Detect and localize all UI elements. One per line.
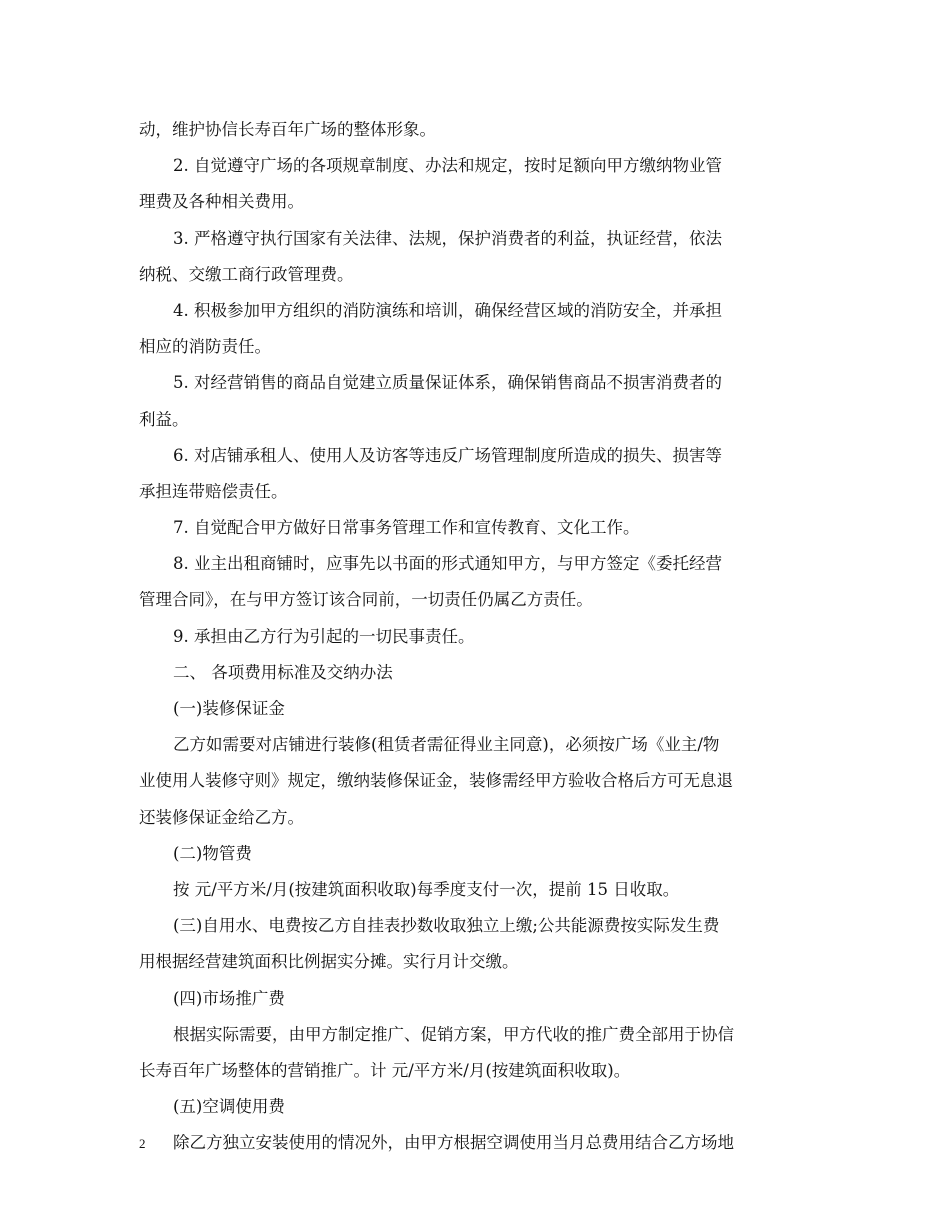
text-line: 3. 严格遵守执行国家有关法律、法规，保护消费者的利益，执证经营，依法 bbox=[173, 228, 722, 248]
text-line: 按 元/平方米/月(按建筑面积收取)每季度支付一次，提前 15 日收取。 bbox=[173, 879, 680, 899]
text-line: 乙方如需要对店铺进行装修(租赁者需征得业主同意)，必须按广场《业主/物 bbox=[173, 735, 720, 755]
text-line: 9. 承担由乙方行为引起的一切民事责任。 bbox=[173, 626, 475, 646]
text-line: 二、 各项费用标准及交纳办法 bbox=[173, 662, 393, 682]
text-line: 7. 自觉配合甲方做好日常事务管理工作和宣传教育、文化工作。 bbox=[173, 518, 640, 538]
text-line: 理费及各种相关费用。 bbox=[139, 192, 304, 212]
text-line: 业使用人装修守则》规定，缴纳装修保证金，装修需经甲方验收合格后方可无息退 bbox=[139, 771, 733, 791]
text-line: 动，维护协信长寿百年广场的整体形象。 bbox=[139, 120, 436, 139]
text-line: (二)物管费 bbox=[173, 843, 252, 863]
text-line: 管理合同》，在与甲方签订该合同前，一切责任仍属乙方责任。 bbox=[139, 590, 593, 610]
text-line: 6. 对店铺承租人、使用人及访客等违反广场管理制度所造成的损失、损害等 bbox=[173, 445, 722, 465]
page-number: 2 bbox=[139, 1136, 146, 1151]
text-line: 根据实际需要，由甲方制定推广、促销方案，甲方代收的推广费全部用于协信 bbox=[173, 1024, 734, 1044]
text-line: 4. 积极参加甲方组织的消防演练和培训，确保经营区域的消防安全，并承担 bbox=[173, 300, 722, 320]
text-line: (三)自用水、电费按乙方自挂表抄数收取独立上缴;公共能源费按实际发生费 bbox=[173, 916, 720, 936]
text-line: 利益。 bbox=[139, 409, 189, 429]
text-line: (一)装修保证金 bbox=[173, 699, 285, 718]
text-line: 承担连带赔偿责任。 bbox=[139, 481, 288, 501]
text-line: 用根据经营建筑面积比例据实分摊。实行月计交缴。 bbox=[139, 952, 519, 972]
document-body bbox=[139, 112, 811, 1161]
text-line: 纳税、交缴工商行政管理费。 bbox=[139, 264, 354, 284]
text-line: 除乙方独立安装使用的情况外，由甲方根据空调使用当月总费用结合乙方场地 bbox=[173, 1133, 734, 1153]
text-line: 8. 业主出租商铺时，应事先以书面的形式通知甲方，与甲方签定《委托经营 bbox=[173, 554, 722, 574]
text-line: 长寿百年广场整体的营销推广。计 元/平方米/月(按建筑面积收取)。 bbox=[139, 1060, 631, 1080]
text-line: 5. 对经营销售的商品自觉建立质量保证体系，确保销售商品不损害消费者的 bbox=[173, 373, 722, 393]
text-line: 相应的消防责任。 bbox=[139, 337, 271, 357]
text-line: 2. 自觉遵守广场的各项规章制度、办法和规定，按时足额向甲方缴纳物业管 bbox=[173, 156, 722, 176]
text-line: (四)市场推广费 bbox=[173, 988, 285, 1008]
text-line: (五)空调使用费 bbox=[173, 1097, 285, 1117]
text-line: 还装修保证金给乙方。 bbox=[139, 807, 304, 827]
